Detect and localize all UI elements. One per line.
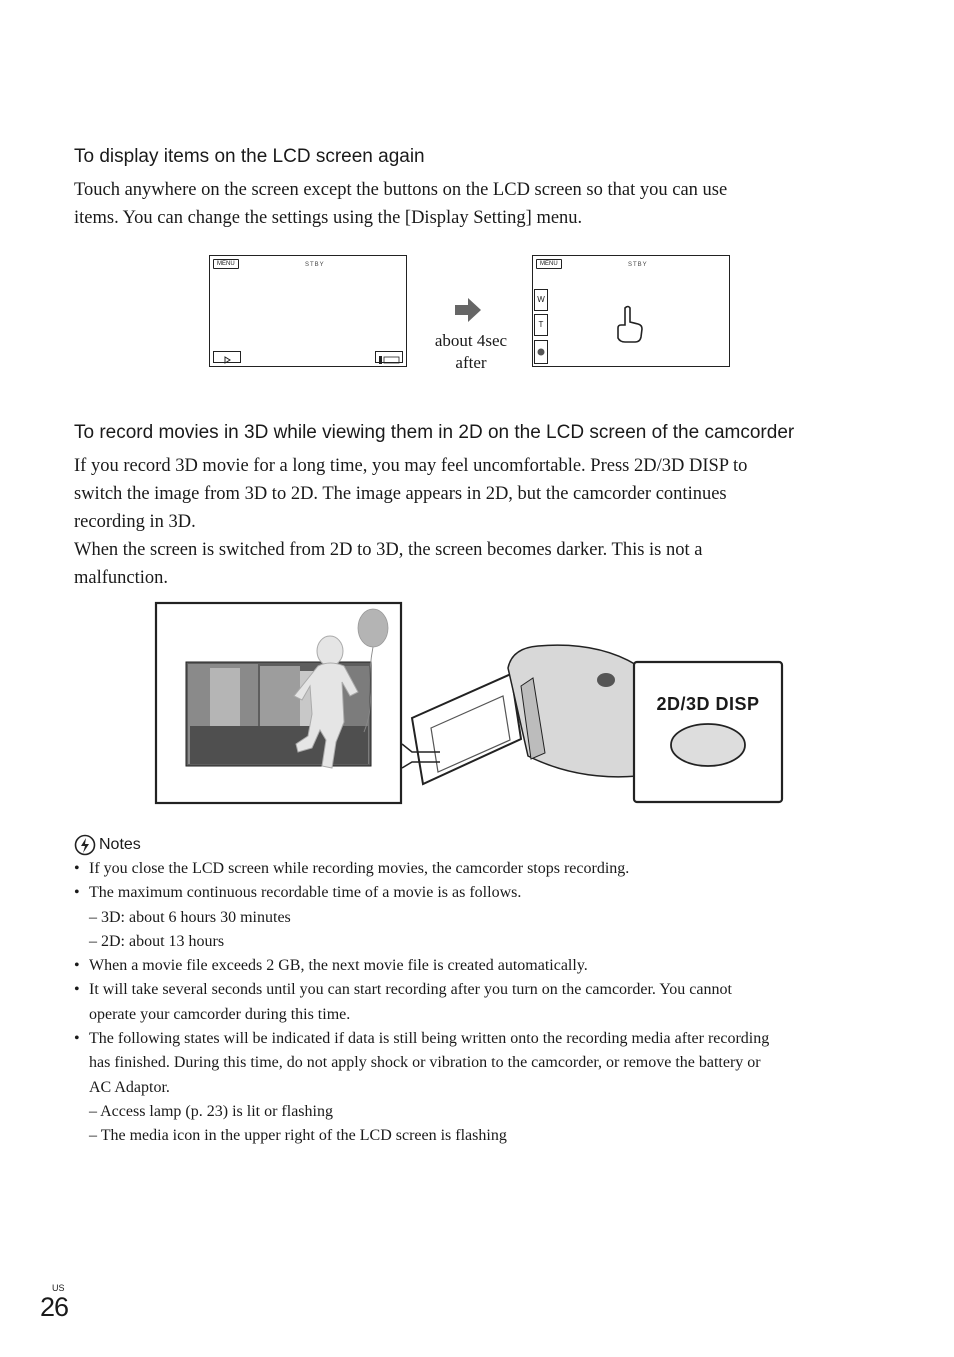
diagram-caption <box>420 330 522 374</box>
caution-icon <box>74 834 96 856</box>
info-icon <box>376 355 402 365</box>
bullet: • <box>74 981 80 999</box>
note-subitem: – The media icon in the upper right of the LCD screen is flashing <box>89 1127 507 1145</box>
disp-button-label: 2D/3D DISP <box>656 694 760 714</box>
lcd-screen-before <box>209 255 407 367</box>
body-text-line: items. You can change the settings using the [Display Setting] menu. <box>74 208 583 228</box>
note-item: • The following states will be indicated if data is still being written onto the recording media after recording has finished. During this time, do not apply shock or vibration to the camcorder, or remove the battery or AC Adaptor. <box>74 1027 874 1100</box>
section-heading-display-items: To display items on the LCD screen again <box>74 146 425 167</box>
caption-line: after <box>455 353 487 372</box>
menu-button: MENU <box>213 259 239 269</box>
body-text-line: Touch anywhere on the screen except the buttons on the LCD screen so that you can use <box>74 180 728 200</box>
info-button <box>375 351 403 363</box>
bullet: • <box>74 860 80 877</box>
note-item: • The maximum continuous recordable time of a movie is as follows. <box>74 881 874 905</box>
section-2-body <box>74 452 747 592</box>
body-text-line: If you record 3D movie for a long time, you may feel uncomfortable. Press 2D/3D DISP to <box>74 456 748 476</box>
record-button <box>534 340 548 364</box>
lcd-screen-after <box>532 255 730 367</box>
note-item: • When a movie file exceeds 2 GB, the next movie file is created automatically. <box>74 954 874 978</box>
zoom-t-button: T <box>534 314 548 336</box>
play-icon <box>214 355 240 365</box>
menu-button: MENU <box>536 259 562 269</box>
camcorder-body <box>508 645 638 777</box>
note-subitem: – Access lamp (p. 23) is lit or flashing <box>89 1102 333 1120</box>
bullet: • <box>74 884 80 902</box>
body-text-line: When the screen is switched from 2D to 3D, the screen becomes darker. This is not a <box>74 540 703 560</box>
page-number: 26 <box>40 1292 69 1322</box>
notes-title: Notes <box>99 836 141 853</box>
zoom-w-button: W <box>534 289 548 311</box>
lcd-panel-open <box>412 674 521 784</box>
status-label: STBY <box>628 262 648 268</box>
record-dot-icon <box>535 341 547 363</box>
body-text-line: malfunction. <box>74 568 169 588</box>
notes-list <box>74 857 874 1149</box>
note-item: • If you close the LCD screen while recording movies, the camcorder stops recording. <box>74 857 874 881</box>
right-arrow-icon <box>455 298 483 324</box>
status-label: STBY <box>305 262 325 268</box>
bullet: • <box>74 1030 80 1048</box>
note-item: • It will take several seconds until you can start recording after you turn on the camcorder. You cannot operate your camcorder during this time. <box>74 978 874 1027</box>
body-text-line: recording in 3D. <box>74 512 196 532</box>
section-heading-record-3d: To record movies in 3D while viewing them in 2D on the LCD screen of the camcorder <box>74 422 795 443</box>
bullet: • <box>74 957 80 975</box>
caption-line: about 4sec <box>434 331 508 350</box>
disp-button-icon <box>671 724 745 766</box>
touch-hand-icon <box>613 304 647 344</box>
note-subitem: – 3D: about 6 hours 30 minutes <box>89 908 291 926</box>
notes-header <box>74 834 141 856</box>
note-subitem: – 2D: about 13 hours <box>89 932 225 950</box>
playback-button <box>213 351 241 363</box>
region-code: US <box>52 1283 65 1293</box>
body-text-line: switch the image from 3D to 2D. The image appears in 2D, but the camcorder continues <box>74 484 727 504</box>
